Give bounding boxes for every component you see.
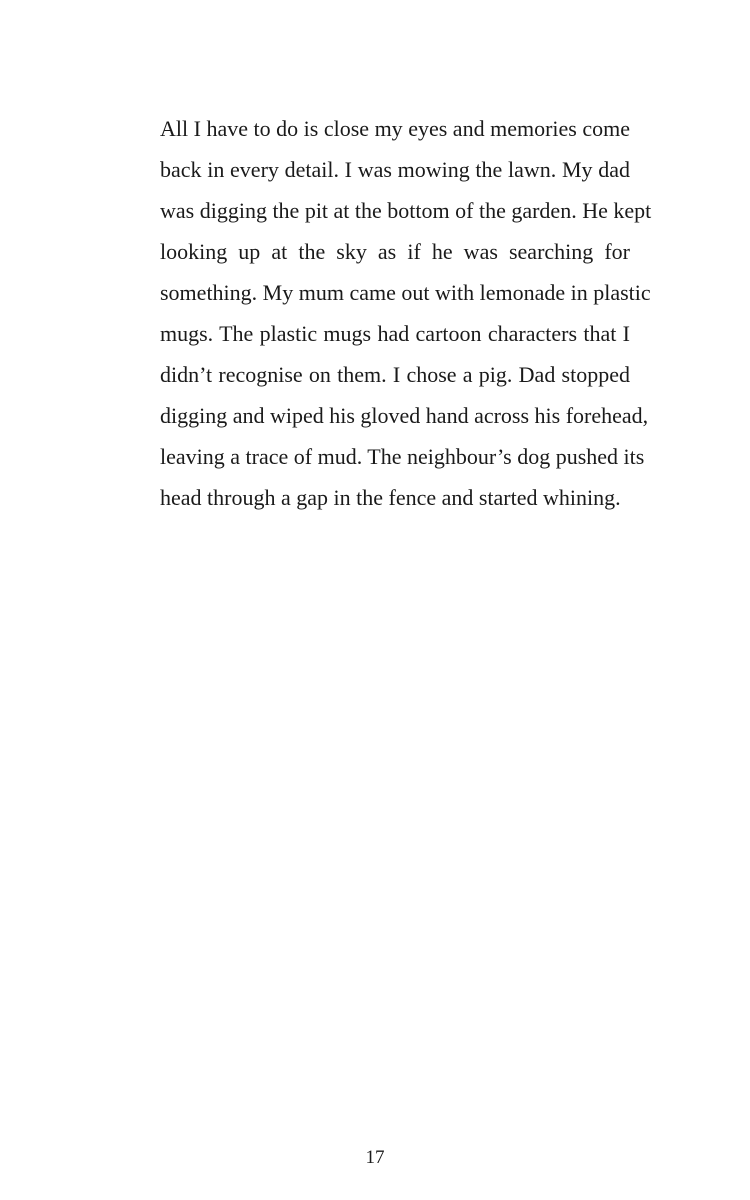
paragraph-line: All I have to do is close my eyes and memories come — [160, 116, 630, 141]
paragraph-line: didn’t recognise on them. I chose a pig. Dad stopped — [160, 362, 630, 387]
paragraph-line: leaving a trace of mud. The neighbour’s dog pushed its — [160, 444, 645, 469]
page-number: 17 — [365, 1147, 385, 1168]
paragraph-line: head through a gap in the fence and started whining. — [160, 485, 621, 510]
paragraph-line: digging and wiped his gloved hand across his forehead, — [160, 403, 649, 428]
paragraph-line: something. My mum came out with lemonade in plastic — [160, 280, 651, 305]
paragraph-line: was digging the pit at the bottom of the garden. He kept — [160, 198, 652, 223]
paragraph-line: back in every detail. I was mowing the lawn. My dad — [160, 157, 630, 182]
paragraph-line: looking up at the sky as if he was searching for — [160, 239, 630, 264]
body-paragraph — [160, 108, 652, 518]
paragraph-line: mugs. The plastic mugs had cartoon characters that I — [160, 321, 630, 346]
